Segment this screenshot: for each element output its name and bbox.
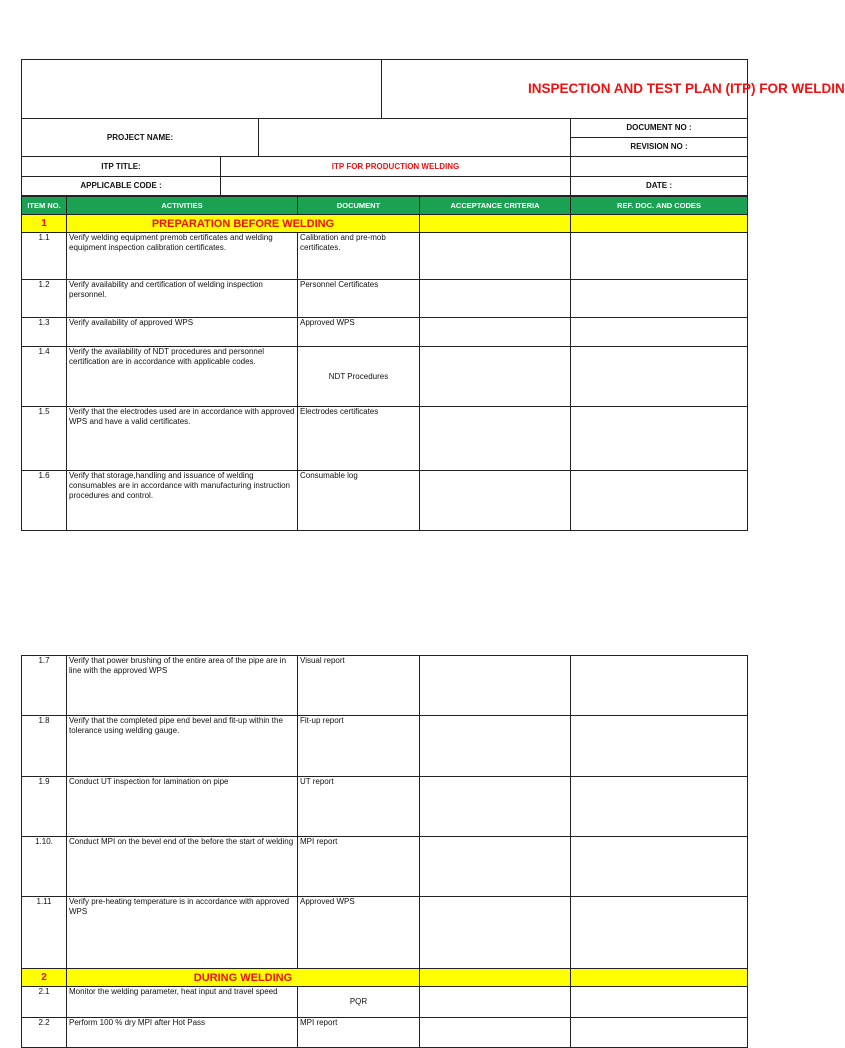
section-title: PREPARATION BEFORE WELDING [67,215,420,233]
document: MPI report [298,1018,420,1048]
document-no-label: DOCUMENT NO : [571,119,748,138]
activity: Verify that the completed pipe end bevel and fit-up within the tolerance using welding gauge. [67,716,298,777]
item-no: 2.2 [22,1018,67,1048]
ref[interactable] [571,897,748,969]
item-no: 1.6 [22,471,67,531]
table-row [22,777,748,837]
project-name-label: PROJECT NAME: [22,119,259,157]
itp-title-value: ITP FOR PRODUCTION WELDING [221,157,571,177]
table-row [22,897,748,969]
section-1-row [22,215,748,233]
acceptance[interactable] [420,347,571,407]
acceptance[interactable] [420,837,571,897]
item-no: 1.11 [22,897,67,969]
project-name-value[interactable] [259,119,571,157]
table-row [22,471,748,531]
table-row [22,233,748,280]
applicable-code-label: APPLICABLE CODE : [22,177,221,196]
item-no: 1.8 [22,716,67,777]
ref[interactable] [571,233,748,280]
table-row [22,318,748,347]
acceptance[interactable] [420,280,571,318]
ref[interactable] [571,716,748,777]
activity: Verify that power brushing of the entire area of the pipe are in line with the approved WPS [67,656,298,716]
ref[interactable] [571,471,748,531]
document: Approved WPS [298,318,420,347]
table-row [22,1018,748,1048]
col-item-no: ITEM NO. [22,197,67,215]
activity: Verify availability and certification of welding inspection personnel. [67,280,298,318]
document-title: INSPECTION AND TEST PLAN (ITP) FOR WELDIN [382,60,748,119]
section-2-row [22,969,748,987]
acceptance[interactable] [420,233,571,280]
activity: Monitor the welding parameter, heat input and travel speed [67,987,298,1018]
ref[interactable] [571,656,748,716]
col-document: DOCUMENT [298,197,420,215]
table-row [22,716,748,777]
ref[interactable] [571,987,748,1018]
activity: Verify welding equipment premob certificates and welding equipment inspection calibration certificates. [67,233,298,280]
item-no: 1.4 [22,347,67,407]
acceptance[interactable] [420,656,571,716]
document: NDT Procedures [298,347,420,407]
document: Calibration and pre-mob certificates. [298,233,420,280]
section-number: 1 [22,215,67,233]
document: Fit-up report [298,716,420,777]
acceptance[interactable] [420,987,571,1018]
item-no: 1.9 [22,777,67,837]
item-no: 1.2 [22,280,67,318]
activity: Verify the availability of NDT procedures and personnel certification are in accordance with applicable codes. [67,347,298,407]
col-acceptance: ACCEPTANCE CRITERIA [420,197,571,215]
header-table [21,59,845,196]
acceptance[interactable] [420,716,571,777]
column-header-row [22,197,748,215]
acceptance[interactable] [420,777,571,837]
item-no: 2.1 [22,987,67,1018]
document: MPI report [298,837,420,897]
ref[interactable] [571,777,748,837]
activity: Perform 100 % dry MPI after Hot Pass [67,1018,298,1048]
activity: Conduct UT inspection for lamination on pipe [67,777,298,837]
document: Personnel Certificates [298,280,420,318]
ref[interactable] [571,837,748,897]
document: Electrodes certificates [298,407,420,471]
table-row [22,987,748,1018]
itp-table-page2 [21,655,748,1048]
section-title: DURING WELDING [67,969,420,987]
section-number: 2 [22,969,67,987]
activity: Verify pre-heating temperature is in accordance with approved WPS [67,897,298,969]
col-activities: ACTIVITIES [67,197,298,215]
activity: Verify that storage,handling and issuance of welding consumables are in accordance with manufacturing instruction procedures and control. [67,471,298,531]
activity: Verify that the electrodes used are in accordance with approved WPS and have a valid certificates. [67,407,298,471]
acceptance[interactable] [420,897,571,969]
table-row [22,280,748,318]
item-no: 1.3 [22,318,67,347]
item-no: 1.1 [22,233,67,280]
applicable-code-value[interactable] [221,177,571,196]
ref[interactable] [571,1018,748,1048]
acceptance[interactable] [420,1018,571,1048]
document: PQR [298,987,420,1018]
ref[interactable] [571,318,748,347]
date-label: DATE : [571,177,748,196]
col-ref: REF. DOC. AND CODES [571,197,748,215]
item-no: 1.7 [22,656,67,716]
document: Approved WPS [298,897,420,969]
itp-title-label: ITP TITLE: [22,157,221,177]
table-row [22,837,748,897]
acceptance[interactable] [420,407,571,471]
ref[interactable] [571,407,748,471]
revision-no-label: REVISION NO : [571,138,748,157]
acceptance[interactable] [420,471,571,531]
ref[interactable] [571,280,748,318]
table-row [22,347,748,407]
table-row [22,656,748,716]
itp-title-extra [571,157,748,177]
document: UT report [298,777,420,837]
itp-table-page1 [21,196,748,531]
table-row [22,407,748,471]
activity: Conduct MPI on the bevel end of the before the start of welding [67,837,298,897]
logo-cell [22,60,382,119]
ref[interactable] [571,347,748,407]
document: Visual report [298,656,420,716]
item-no: 1.10. [22,837,67,897]
item-no: 1.5 [22,407,67,471]
activity: Verify availability of approved WPS [67,318,298,347]
acceptance[interactable] [420,318,571,347]
document: Consumable log [298,471,420,531]
